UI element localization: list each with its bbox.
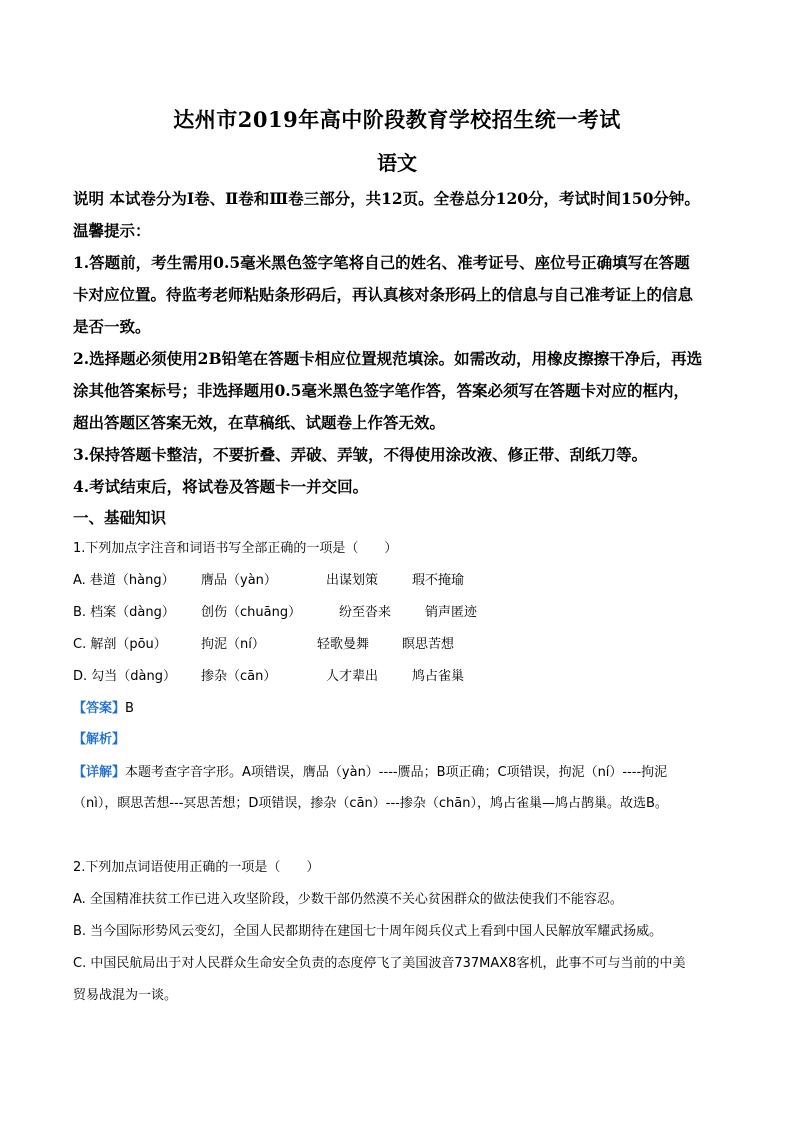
answer-tag: 【答案】 bbox=[73, 701, 126, 716]
analysis-tag: 【解析】 bbox=[73, 732, 126, 747]
tip2-line2: 涂其他答案标号；非选择题用0.5毫米黑色签字笔作答，答案必须写在答题卡对应的框内， bbox=[73, 381, 689, 400]
option-text: 瑕不掩瑜 bbox=[412, 573, 465, 588]
section-heading: 一、基础知识 bbox=[73, 508, 167, 527]
tip1-line3: 是否一致。 bbox=[73, 317, 151, 336]
option-text: 鸠占雀巢 bbox=[412, 669, 465, 684]
tip-heading: 温馨提示： bbox=[73, 221, 151, 240]
tip3: 3.保持答题卡整洁，不要折叠、弄破、弄皱，不得使用涂改液、修正带、刮纸刀等。 bbox=[73, 445, 648, 464]
q1-stem: 1.下列加点字注音和词语书写全部正确的一项是（ ） bbox=[73, 541, 398, 556]
option-text: 人才辈出 bbox=[326, 669, 379, 684]
option-text: 销声匿迹 bbox=[425, 605, 478, 620]
tip1-line1: 1.答题前，考生需用0.5毫米黑色签字笔将自己的姓名、准考证号、座位号正确填写在答题 bbox=[73, 253, 690, 272]
q1-detail-line2: （nì），瞑思苦想---冥思苦想；D项错误，掺杂（cān）---掺杂（chān），鸠占雀巢—鸠占鹊巢。故选B。 bbox=[73, 796, 668, 811]
q2-option-c-line2: 贸易战混为一谈。 bbox=[73, 988, 178, 1003]
option-text: 创伤（chuāng） bbox=[201, 605, 302, 620]
page-title: 达州市2019年高中阶段教育学校招生统一考试 bbox=[173, 107, 621, 132]
q1-analysis bbox=[73, 728, 125, 747]
option-text: 拘泥（ní） bbox=[201, 637, 265, 652]
option-text: A. 巷道（hàng） bbox=[73, 573, 175, 588]
option-text: 出谋划策 bbox=[326, 573, 379, 588]
tip4: 4.考试结束后，将试卷及答题卡一并交回。 bbox=[73, 477, 369, 496]
q2-option-a: A. 全国精准扶贫工作已进入攻坚阶段，少数干部仍然漠不关心贫困群众的做法使我们不能容忍。 bbox=[73, 892, 623, 907]
option-text: 轻歌曼舞 bbox=[317, 637, 370, 652]
subject-title: 语文 bbox=[377, 151, 417, 175]
q2-option-b: B. 当今国际形势风云变幻，全国人民都期待在建国七十周年阅兵仪式上看到中国人民解放军耀武扬威。 bbox=[73, 924, 663, 939]
option-text: 瞑思苦想 bbox=[402, 637, 455, 652]
exam-note: 说明 本试卷分为Ⅰ卷、Ⅱ卷和Ⅲ卷三部分，共12页。全卷总分120分，考试时间150分钟。 bbox=[73, 189, 700, 208]
q2-option-c-line1: C. 中国民航局出于对人民群众生命安全负责的态度停飞了美国波音737MAX8客机，此事不可与当前的中美 bbox=[73, 956, 686, 971]
option-text: C. 解剖（pōu） bbox=[73, 637, 167, 652]
q1-answer bbox=[73, 697, 134, 716]
option-text: D. 勾当（dàng） bbox=[73, 669, 176, 684]
q1-detail-line1 bbox=[73, 761, 667, 780]
option-text: 掺杂（cān） bbox=[201, 669, 277, 684]
tip2-line3: 超出答题区答案无效，在草稿纸、试题卷上作答无效。 bbox=[73, 413, 446, 432]
q2-stem: 2.下列加点词语使用正确的一项是（ ） bbox=[73, 860, 320, 875]
option-text: 纷至沓来 bbox=[339, 605, 392, 620]
detail-text: 本题考查字音字形。A项错误，膺品（yàn）----赝品；B项正确；C项错误，拘泥（ní）----拘泥 bbox=[125, 765, 668, 780]
tip2-line1: 2.选择题必须使用2B铅笔在答题卡相应位置规范填涂。如需改动，用橡皮擦擦干净后，再选 bbox=[73, 349, 703, 368]
answer-value: B bbox=[125, 701, 134, 716]
detail-tag: 【详解】 bbox=[73, 765, 126, 780]
option-text: 膺品（yàn） bbox=[201, 573, 277, 588]
option-text: B. 档案（dàng） bbox=[73, 605, 175, 620]
tip1-line2: 卡对应位置。待监考老师粘贴条形码后，再认真核对条形码上的信息与自己准考证上的信息 bbox=[73, 285, 694, 304]
